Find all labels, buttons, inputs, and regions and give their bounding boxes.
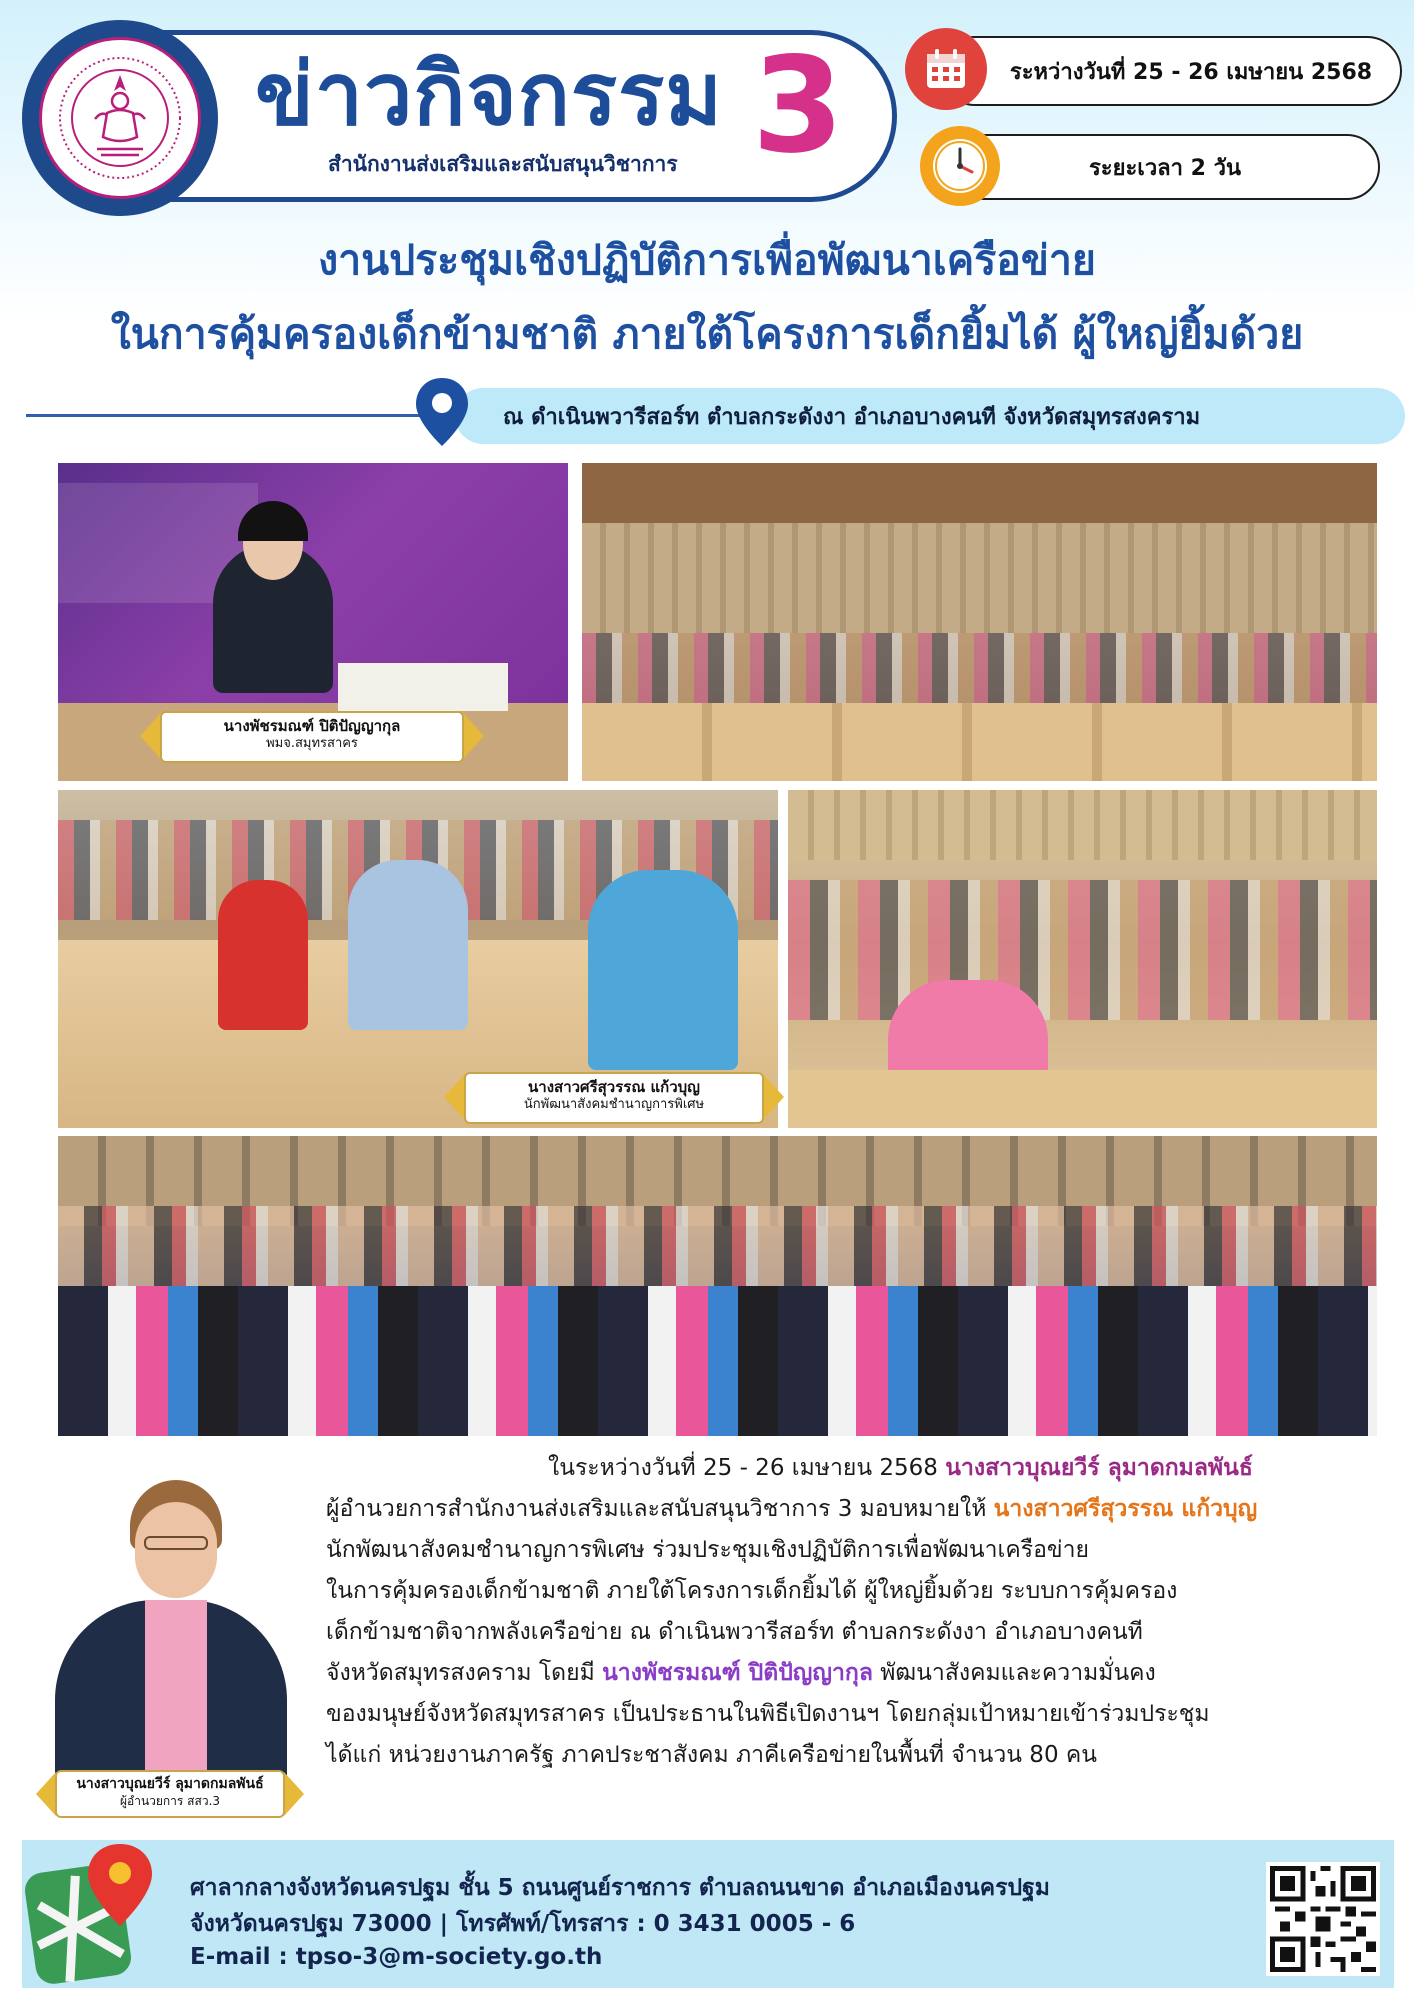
location-bar	[455, 388, 1405, 444]
director-portrait	[40, 1480, 302, 1780]
footer-address-line1: ศาลากลางจังหวัดนครปฐม ชั้น 5 ถนนศูนย์ราชการ ตำบลถนนขาด อำเภอเมืองนครปฐม	[190, 1875, 1050, 1901]
caption-right-chevron	[762, 1073, 784, 1121]
map-pin-icon	[412, 376, 472, 448]
photo-group-portrait	[58, 1136, 1377, 1436]
photo1-caption	[160, 711, 464, 763]
portrait-caption-role: ผู้อำนวยการ สสว.3	[119, 1793, 221, 1808]
chairperson-name: นางพัชรมณฑ์ ปิติปัญญากุล	[602, 1660, 873, 1686]
portrait-caption-name: นางสาวบุณยวีร์ ลุมาดกมลพันธ์	[76, 1776, 264, 1792]
body-text: ในการคุ้มครองเด็กข้ามชาติ ภายใต้โครงการเด็กยิ้มได้ ผู้ใหญ่ยิ้มด้วย ระบบการคุ้มครอง	[326, 1578, 1178, 1604]
caption-right-chevron	[462, 712, 484, 760]
divider-line	[26, 414, 466, 417]
deity-emblem-icon	[55, 53, 185, 183]
body-text: นักพัฒนาสังคมชำนาญการพิเศษ ร่วมประชุมเชิงปฏิบัติการเพื่อพัฒนาเครือข่าย	[326, 1537, 1090, 1563]
photo-group-discussion	[788, 790, 1377, 1128]
director-name: นางสาวบุณยวีร์ ลุมาดกมลพันธ์	[945, 1455, 1253, 1481]
photo-conference-hall	[582, 463, 1377, 781]
caption-left-chevron	[36, 1772, 56, 1816]
headline-line-1: งานประชุมเชิงปฏิบัติการเพื่อพัฒนาเครือข่าย	[318, 236, 1096, 284]
clock-icon	[920, 126, 1000, 206]
date-text: ระหว่างวันที่ 25 - 26 เมษายน 2568	[1009, 59, 1373, 85]
duration-text: ระยะเวลา 2 วัน	[1088, 155, 1242, 181]
photo1-caption-name: นางพัชรมณฑ์ ปิติปัญญากุล	[223, 717, 401, 735]
body-text: เด็กข้ามชาติจากพลังเครือข่าย ณ ดำเนินพวารีสอร์ท ตำบลกระดังงา อำเภอบางคนที	[326, 1619, 1143, 1645]
page-title: ข่าวกิจกรรม	[255, 45, 723, 145]
date-pill	[940, 36, 1402, 106]
location-text: ณ ดำเนินพวารีสอร์ท ตำบลกระดังงา อำเภอบางคนที จังหวัดสมุทรสงคราม	[503, 404, 1201, 430]
photo3-caption-name: นางสาวศรีสุวรรณ แก้วบุญ	[528, 1078, 700, 1096]
article-body	[326, 1448, 1356, 1776]
office-number: 3	[752, 29, 844, 183]
photo1-caption-role: พมจ.สมุทรสาคร	[266, 735, 358, 751]
photo3-caption-role: นักพัฒนาสังคมชำนาญการพิเศษ	[523, 1096, 705, 1112]
footer-address-line2[interactable]: จังหวัดนครปฐม 73000 | โทรศัพท์/โทรสาร : 0 3431 0005 - 6	[190, 1911, 856, 1937]
office-subtitle: สำนักงานส่งเสริมและสนับสนุนวิชาการ	[328, 152, 678, 176]
footer-email[interactable]: E-mail : tpso-3@m-society.go.th	[190, 1944, 603, 1970]
photo3-caption	[464, 1072, 764, 1124]
body-text: ของมนุษย์จังหวัดสมุทรสาคร เป็นประธานในพิธีเปิดงานฯ โดยกลุ่มเป้าหมายเข้าร่วมประชุม	[326, 1701, 1210, 1727]
portrait-caption	[55, 1770, 285, 1818]
qr-code[interactable]	[1266, 1862, 1380, 1976]
ministry-seal-logo	[22, 20, 218, 216]
body-text: ได้แก่ หน่วยงานภาครัฐ ภาคประชาสังคม ภาคีเครือข่ายในพื้นที่ จำนวน 80 คน	[326, 1742, 1097, 1768]
calendar-icon	[905, 28, 987, 110]
staff-name: นางสาวศรีสุวรรณ แก้วบุญ	[993, 1496, 1258, 1522]
duration-pill	[950, 134, 1380, 200]
headline-line-2: ในการคุ้มครองเด็กข้ามชาติ ภายใต้โครงการเด็กยิ้มได้ ผู้ใหญ่ยิ้มด้วย	[110, 310, 1304, 358]
map-app-icon	[22, 1840, 172, 1990]
body-text: ผู้อำนวยการสำนักงานส่งเสริมและสนับสนุนวิชาการ 3 มอบหมายให้	[326, 1496, 994, 1522]
body-text: พัฒนาสังคมและความมั่นคง	[872, 1660, 1156, 1686]
body-text: จังหวัดสมุทรสงคราม โดยมี	[326, 1660, 603, 1686]
caption-left-chevron	[140, 712, 162, 760]
caption-right-chevron	[284, 1772, 304, 1816]
body-text: ในระหว่างวันที่ 25 - 26 เมษายน 2568	[548, 1455, 946, 1481]
caption-left-chevron	[444, 1073, 466, 1121]
